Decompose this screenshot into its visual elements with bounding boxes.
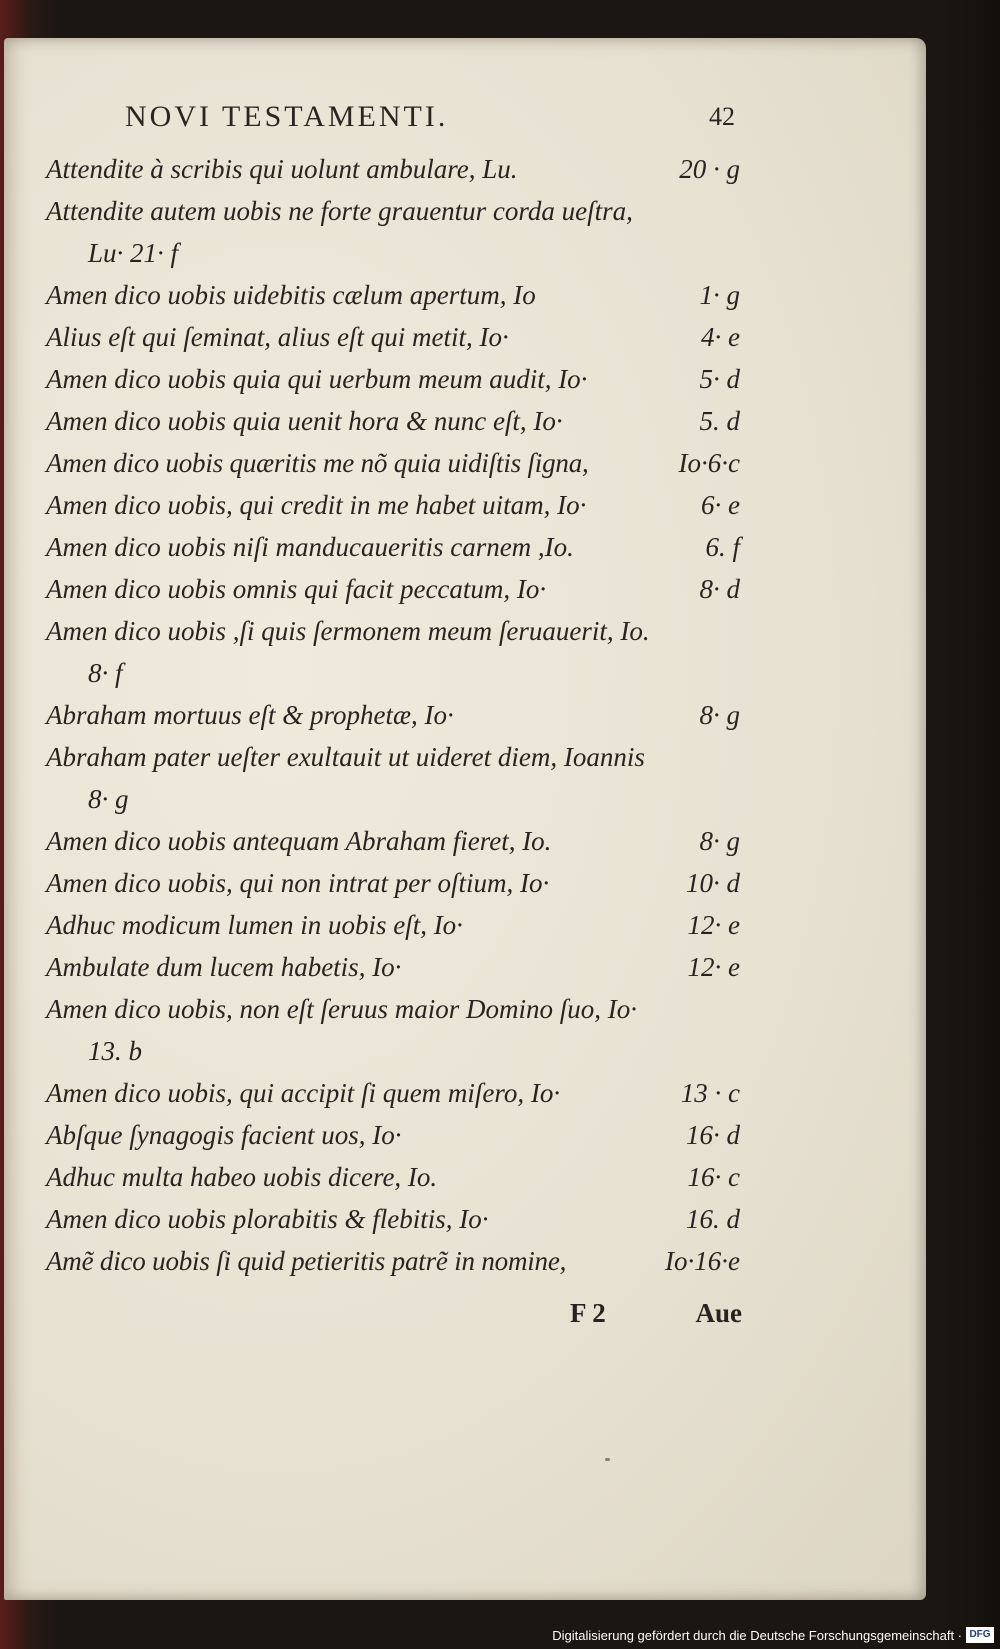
index-entry — [40, 278, 740, 320]
entry-reference: 6· e — [701, 490, 740, 520]
entry-text: Amẽ dico uobis ſi quid petieritis patrẽ in nomine, — [46, 1246, 567, 1276]
entry-reference: 5· d — [699, 364, 740, 394]
entry-reference: 16. d — [686, 1204, 740, 1234]
entry-text: Alius eſt qui ſeminat, alius eſt qui metit, Io· — [46, 322, 509, 352]
index-entries — [40, 152, 740, 1286]
entry-reference: 13 · c — [680, 1078, 740, 1108]
index-entry — [40, 572, 740, 614]
credit-text: Digitalisierung gefördert durch die Deutsche Forschungsgemeinschaft · — [552, 1628, 962, 1643]
entry-reference: 8· g — [88, 784, 129, 814]
entry-reference: 8· f — [88, 658, 123, 688]
entry-text: Attendite à scribis qui uolunt ambulare, Lu. — [46, 154, 518, 184]
entry-text: Attendite autem uobis ne forte grauentur corda ueſtra, — [46, 196, 633, 226]
entry-text: Amen dico uobis quia uenit hora & nunc eſt, Io· — [46, 406, 563, 436]
index-entry — [40, 530, 740, 572]
entry-reference: 12· e — [687, 910, 740, 940]
index-entry — [40, 404, 740, 446]
signature-mark: F 2 — [570, 1298, 606, 1328]
entry-text: Abraham mortuus eſt & prophetæ, Io· — [46, 700, 454, 730]
index-entry — [40, 1202, 740, 1244]
entry-reference: 5. d — [699, 406, 740, 436]
page-footer — [570, 1298, 742, 1334]
entry-text: Adhuc multa habeo uobis dicere, Io. — [46, 1162, 438, 1192]
index-entry — [40, 908, 740, 950]
entry-text: Amen dico uobis, non eſt ſeruus maior Domino ſuo, Io· — [46, 994, 637, 1024]
entry-reference: 13. b — [88, 1036, 142, 1066]
entry-reference: 1· g — [699, 280, 740, 310]
entry-text: Amen dico uobis plorabitis & flebitis, Io· — [46, 1204, 489, 1234]
entry-reference: 16· d — [686, 1120, 740, 1150]
entry-text: Amen dico uobis quia qui uerbum meum audit, Io· — [46, 364, 588, 394]
entry-text: Amen dico uobis uidebitis cælum apertum, Io — [46, 280, 536, 310]
page-header — [125, 100, 735, 144]
index-entry — [40, 1118, 740, 1160]
index-entry — [40, 614, 740, 698]
folio-number: 42 — [709, 102, 735, 131]
entry-text: Amen dico uobis, qui accipit ſi quem miſero, Io· — [46, 1078, 561, 1108]
entry-reference: 8· g — [699, 700, 740, 730]
index-entry — [40, 152, 740, 194]
running-title: NOVI TESTAMENTI. — [125, 100, 449, 133]
index-entry — [40, 698, 740, 740]
entry-text: Amen dico uobis, qui non intrat per oſtium, Io· — [46, 868, 550, 898]
entry-reference: 4· e — [701, 322, 740, 352]
entry-reference: 8· d — [699, 574, 740, 604]
entry-text: Abſque ſynagogis facient uos, Io· — [46, 1120, 402, 1150]
entry-reference: 6. f — [705, 532, 740, 562]
entry-text: Amen dico uobis, qui credit in me habet uitam, Io· — [46, 490, 587, 520]
entry-reference: 16· c — [687, 1162, 740, 1192]
entry-text: Abraham pater ueſter exultauit ut uideret diem, Ioannis — [46, 742, 645, 772]
entry-text: Amen dico uobis niſi manducaueritis carnem ,Io. — [46, 532, 574, 562]
entry-reference: 20 · g — [679, 154, 740, 184]
entry-text: Adhuc modicum lumen in uobis eſt, Io· — [46, 910, 463, 940]
entry-text: Ambulate dum lucem habetis, Io· — [46, 952, 402, 982]
entry-reference: 10· d — [686, 868, 740, 898]
entry-text: Amen dico uobis antequam Abraham fieret, Io. — [46, 826, 552, 856]
entry-text: Amen dico uobis quæritis me nõ quia uidiſtis ſigna, — [46, 448, 589, 478]
entry-text: Amen dico uobis omnis qui facit peccatum, Io· — [46, 574, 547, 604]
index-entry — [40, 1244, 740, 1286]
index-entry — [40, 362, 740, 404]
index-entry — [40, 992, 740, 1076]
entry-text: Amen dico uobis ,ſi quis ſermonem meum ſeruauerit, Io. — [46, 616, 650, 646]
index-entry — [40, 1076, 740, 1118]
index-entry — [40, 866, 740, 908]
index-entry — [40, 824, 740, 866]
entry-reference: Io·16·e — [665, 1246, 740, 1276]
dfg-logo-icon: DFG — [966, 1627, 994, 1643]
index-entry — [40, 950, 740, 992]
catchword: Aue — [695, 1298, 742, 1328]
entry-reference: Io·6·c — [678, 448, 740, 478]
index-entry — [40, 446, 740, 488]
entry-reference: 8· g — [699, 826, 740, 856]
entry-reference: Lu· 21· f — [88, 238, 179, 268]
index-entry — [40, 1160, 740, 1202]
entry-reference: 12· e — [687, 952, 740, 982]
index-entry — [40, 320, 740, 362]
paper-speck — [605, 1458, 610, 1461]
index-entry — [40, 194, 740, 278]
index-entry — [40, 488, 740, 530]
index-entry — [40, 740, 740, 824]
